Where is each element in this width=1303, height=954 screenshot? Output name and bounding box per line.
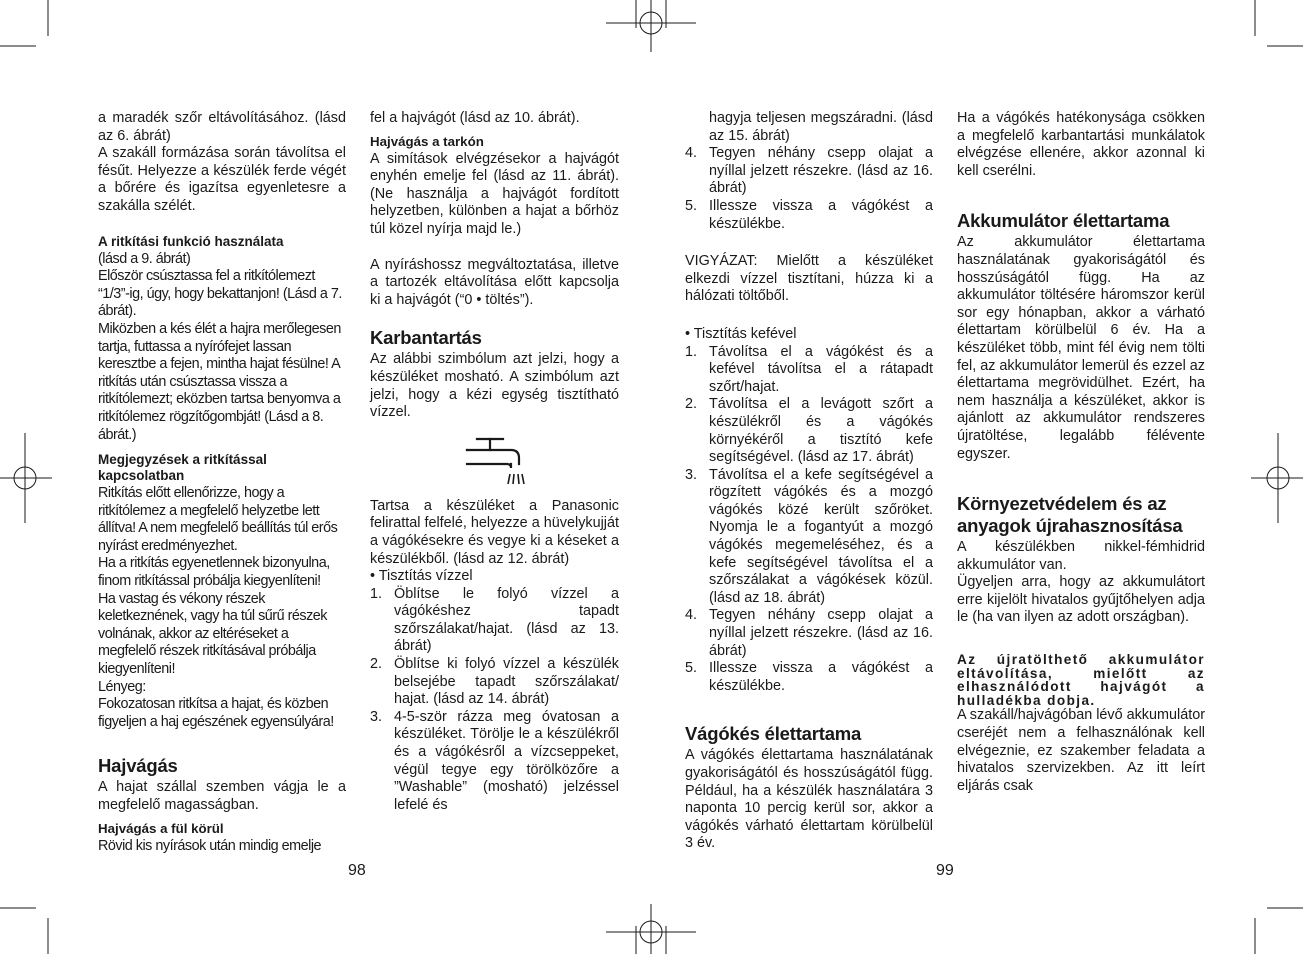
registration-mark-top <box>606 0 696 52</box>
column-4 <box>957 110 1205 795</box>
heading-blade-life: Vágókés élettartama <box>685 723 862 745</box>
paragraph: A szakáll formázása során távolítsa el fésűt. Helyezze a készülék ferde végét a bőrére és igazítsa egyenletesre a szakálla szélét. <box>98 145 346 214</box>
paragraph: Először csúsztassa fel a ritkítólemezt “1/3”-ig, úgy, hogy bekattanjon! (Lásd a 7. ábrát). <box>98 268 342 320</box>
paragraph: Miközben a kés élét a hajra merőlegesen tartja, futtassa a nyírófejet lassan keresztbe a fejen, mintha hajat fésülne! A ritkítás után csúsztassa vissza a ritkítólemezt; eközben tartsa benyomva a ritkítólemez rögzítőgombját! (Lásd a 8. ábrát.) <box>98 320 341 443</box>
paragraph: Az alábbi szimbólum azt jelzi, hogy a készüléket mosható. A szimbólum azt jelzi, hogy a kézi egység tisztítható vízzel. <box>370 351 619 421</box>
subheading-ear: Hajvágás a fül körül <box>98 820 224 836</box>
subheading-battery-removal: Az újratölthető akkumulátor eltávolítása, mielőtt az elhasználódott hajvágót a hulladékba dobja. <box>957 652 1205 708</box>
subheading-neck: Hajvágás a tarkón <box>370 133 484 149</box>
list-item: 4. Tegyen néhány csepp olajat a nyíllal jelzett részekre. (lásd az 16. ábrát) <box>685 145 933 197</box>
steps-list-a <box>685 145 933 233</box>
column-2 <box>370 110 619 814</box>
heading-haircut: Hajvágás <box>98 755 178 777</box>
paragraph: Ritkítás előtt ellenőrizze, hogy a ritkítólemez a megfelelő helyzetbe lett állítva! A nem megfelelő beállítás túl erős nyírást eredményezhet. <box>98 485 338 554</box>
paragraph: Ügyeljen arra, hogy az akkumulátort erre kijelölt hivatalos gyűjtőhelyen adja le (ha van ilyen az adott országban). <box>957 574 1205 626</box>
paragraph: A nyíráshossz megváltoztatása, illetve a tartozék eltávolítása előtt kapcsolja ki a hajvágót (“0 • töltés”). <box>370 256 619 308</box>
heading-environment-line1: Környezetvédelem és az <box>957 493 1167 515</box>
list-item: 2. Távolítsa el a levágott szőrt a készülékről és a vágókés környékéről a tisztító kefe segítségével. (lásd az 17. ábrát) <box>685 396 933 466</box>
paragraph: fel a hajvágót (lásd az 10. ábrát). <box>370 110 580 126</box>
page-number-right: 99 <box>936 862 954 879</box>
list-item: 3. 4-5-ször rázza meg óvatosan a készüléket. Törölje le a készülékről és a vágókésről a vízcseppeket, végül tegye egy törölközőre a ”Washable” (mosható) jelzéssel lefelé és <box>370 708 619 813</box>
paragraph: Rövid kis nyírások után mindig emelje <box>98 837 322 854</box>
column-3 <box>685 110 933 853</box>
heading-maintenance: Karbantartás <box>370 327 482 349</box>
registration-mark-left <box>0 433 52 523</box>
bullet-water-cleaning: • Tisztítás vízzel <box>370 568 473 585</box>
paragraph: Tartsa a készüléket a Panasonic felirattal felfelé, helyezze a hüvelykujját a vágókésekre és vegye ki a késeket a készülékből. (lásd az 12. ábrát) <box>370 497 619 567</box>
heading-environment-line2: anyagok újrahasznosítása <box>957 515 1183 537</box>
page-number-left: 98 <box>348 862 366 879</box>
list-item: 4. Tegyen néhány csepp olajat a nyíllal jelzett részekre. (lásd az 16. ábrát) <box>685 607 933 659</box>
paragraph: A szakáll/hajvágóban lévő akkumulátor cseréjét nem a felhasználónak kell elvégeznie, ez szakember feladata a hivatalos szervizekben. Az itt leírt eljárás csak <box>957 707 1205 794</box>
water-steps-list <box>370 586 619 815</box>
heading-battery-life: Akkumulátor élettartama <box>957 210 1170 232</box>
list-item: 3. Távolítsa el a kefe segítségével a rögzített vágókés és a mozgó vágókés közé került szőröket. Nyomja le a fogantyút a mozgó vágókés megemeléséhez, és a kefe segítségével távolítsa el a szőrszálakat a vágókések közül. (lásd az 18. ábrát) <box>685 466 933 606</box>
section-heading-notes: Megjegyzések a ritkítással kapcsolatban <box>98 452 267 484</box>
paragraph: A hajat szállal szemben vágja le a megfelelő magasságban. <box>98 779 346 813</box>
list-item: 5. Illessze vissza a vágókést a készülékbe. <box>685 660 933 694</box>
paragraph: hagyja teljesen megszáradni. (lásd az 15. ábrát) <box>709 110 933 144</box>
water-washable-icon <box>455 436 535 488</box>
paragraph: (lásd a 9. ábrát) <box>98 250 191 267</box>
paragraph: Fokozatosan ritkítsa a hajat, és közben figyeljen a haj egészének egyensúlyára! <box>98 696 334 730</box>
paragraph: Ha a vágókés hatékonysága csökken a megfelelő karbantartási munkálatok elvégzése ellenére, akkor azonnal ki kell cserélni. <box>957 110 1205 179</box>
paragraph: Az akkumulátor élettartama használatának gyakoriságától és hosszúságától függ. Ha az akkumulátor töltésére háromszor kerül sor egy hónapban, akkor a várható élettartam körülbelül 6 év. Ha a készüléket több, mint fél évig nem tölti fel, az akkumulátor lemerül és ezzel az élettartama megrövidülhet. Ezért, ha nem használja a készüléket, akkor is ajánlott az akkumulátor rendszeres újratöltése, legalább félévente egyszer. <box>957 234 1205 462</box>
list-item: 1. Öblítse le folyó vízzel a vágókéshez tapadt szőrszálakat/hajat. (lásd az 13. ábrát) <box>370 585 619 655</box>
registration-mark-bottom <box>606 904 696 954</box>
registration-mark-right <box>1251 433 1303 523</box>
list-item: 5. Illessze vissza a vágókést a készülékbe. <box>685 197 933 232</box>
paragraph: a maradék szőr eltávolításához. (lásd az 6. ábrát) <box>98 110 346 144</box>
paragraph: A simítások elvégzésekor a hajvágót enyhén emelje fel (lásd az 11. ábrát). (Ne használja a hajvágót fordított helyzetben, különben a hajat a bőrhöz túl közel nyírja majd le.) <box>370 150 619 237</box>
warning-paragraph: VIGYÁZAT: Mielőtt a készüléket elkezdi vízzel tisztítani, húzza ki a hálózati töltőből. <box>685 253 933 305</box>
bullet-brush-cleaning: • Tisztítás kefével <box>685 325 797 342</box>
paragraph: Ha a ritkítás egyenetlennek bizonyulna, finom ritkítással próbálja kiegyenlíteni! <box>98 555 330 590</box>
paragraph: Lényeg: <box>98 678 146 695</box>
paragraph: A vágókés élettartama használatának gyakoriságától és hosszúságától függ. Például, ha a készülék használatára 3 naponta 10 percig kerül sor, akkor a vágókés várható élettartam körülbelül 3 év. <box>685 747 933 852</box>
paragraph: A készülékben nikkel-fémhidrid akkumulátor van. <box>957 539 1205 573</box>
paragraph: Ha vastag és vékony részek keletkeznének, vagy ha túl sűrű részek volnának, akkor az eltéréseket a megfelelő részek ritkításával próbálja kiegyenlíteni! <box>98 590 327 678</box>
list-item: 1. Távolítsa el a vágókést és a kefével távolítsa el a rátapadt szőrt/hajat. <box>685 343 933 395</box>
list-item: 2. Öblítse ki folyó vízzel a készülék belsejébe tapadt szőrszálakat/ hajat. (lásd az 14. ábrát) <box>370 656 619 708</box>
steps-list-b <box>685 344 933 696</box>
section-heading-thinning: A ritkítási funkció használata <box>98 233 284 249</box>
column-1 <box>98 110 346 855</box>
